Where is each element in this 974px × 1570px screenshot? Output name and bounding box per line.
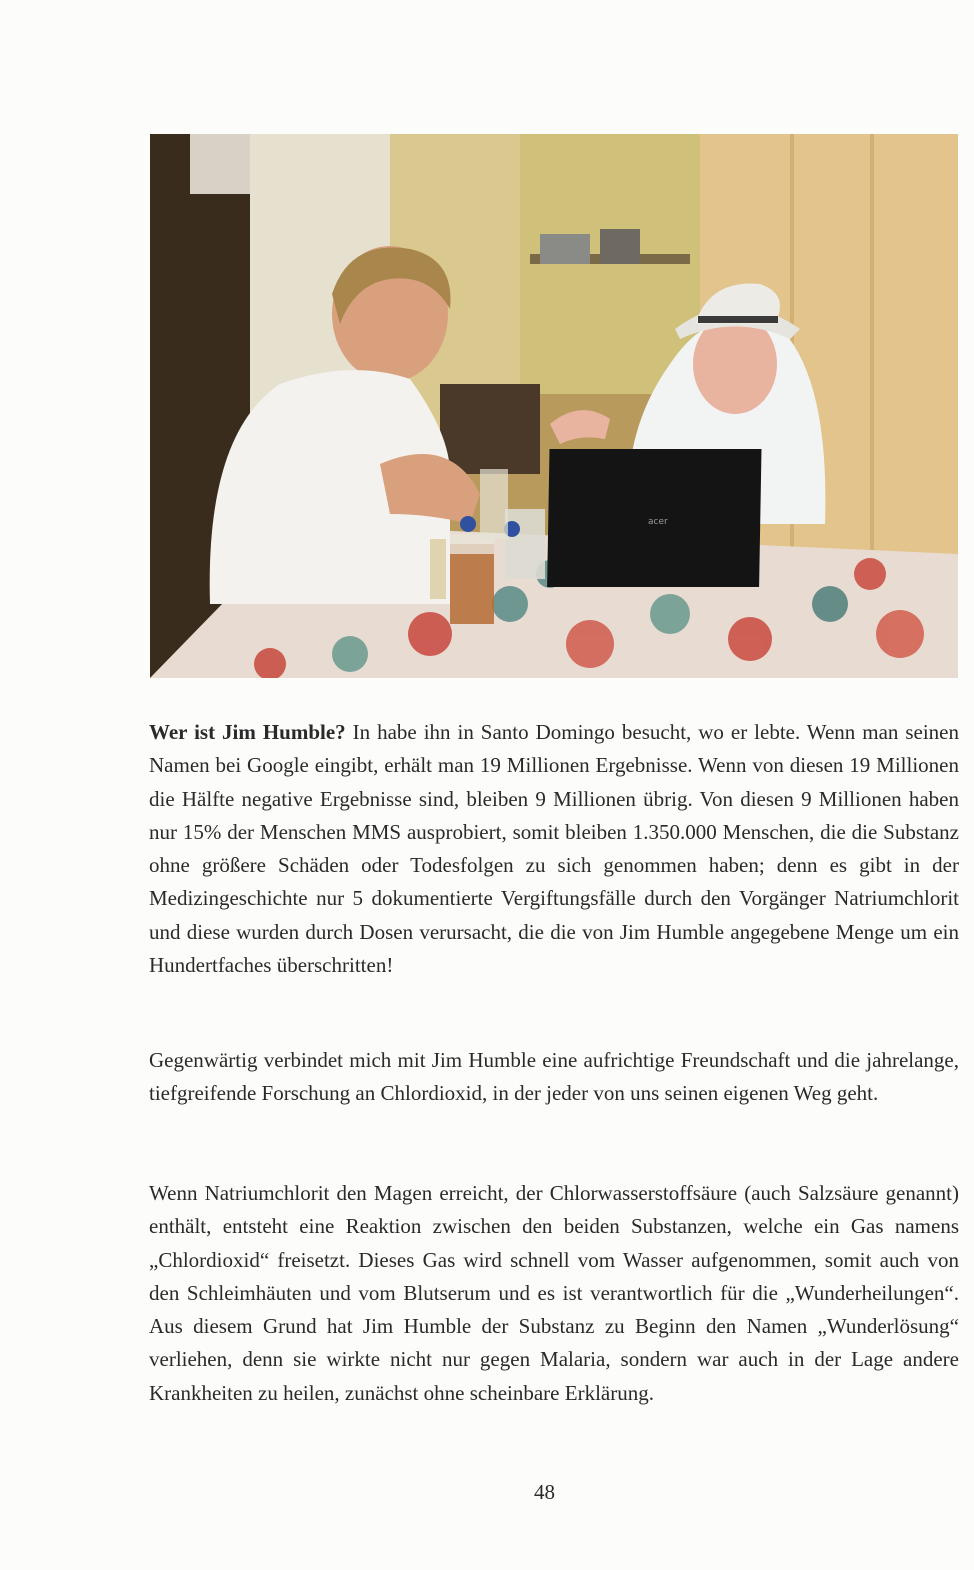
lead-question: Wer ist Jim Humble?: [149, 720, 346, 744]
paragraph-3-text: Wenn Natriumchlorit den Magen erreicht, der Chlorwasserstoffsäure (auch Salzsäure genannt) enthält, entsteht eine Reaktion zwischen den beiden Substanzen, welche ein Gas namens „Chlordioxid“ freisetzt. Dieses Gas wird schnell vom Wasser aufgenommen, somit auch von den Schleimhäuten und vom Blutserum und es ist verantwortlich für die „Wunderheilungen“. Aus diesem Grund hat Jim Humble der Substanz zu Beginn den Namen „Wunderlösung“ verliehen, denn sie wirkte nicht nur gegen Malaria, sondern war auch in der Lage andere Krankheiten zu heilen, zunächst ohne scheinbare Erklärung.: [149, 1181, 959, 1405]
paragraph-2: [149, 1044, 959, 1111]
laptop-logo-text: acer: [648, 517, 668, 527]
page-number: 48: [534, 1480, 555, 1504]
paragraph-3: [149, 1177, 959, 1410]
photo-two-men-at-table: [150, 134, 958, 678]
paragraph-2-text: Gegenwärtig verbindet mich mit Jim Humble eine aufrichtige Freundschaft und die jahrelange, tiefgreifende Forschung an Chlordioxid, in der jeder von uns seinen eigenen Weg geht.: [149, 1048, 959, 1106]
paragraph-1-text: In habe ihn in Santo Domingo besucht, wo er lebte. Wenn man seinen Namen bei Google eingibt, erhält man 19 Millionen Ergebnisse. Wenn von diesen 19 Millionen die Hälfte negative Ergebnisse sind, bleiben 9 Millionen übrig. Von diesen 9 Millionen haben nur 15% der Menschen MMS ausprobiert, somit bleiben 1.350.000 Menschen, die die Substanz ohne größere Schäden oder Todesfolgen zu sich genommen haben; denn es gibt in der Medizingeschichte nur 5 dokumentierte Vergiftungsfälle durch den Vorgänger Natriumchlorit und diese wurden durch Dosen verursacht, die die von Jim Humble angegebene Menge um ein Hundertfaches überschritten!: [149, 720, 959, 978]
paragraph-1: [149, 716, 959, 982]
